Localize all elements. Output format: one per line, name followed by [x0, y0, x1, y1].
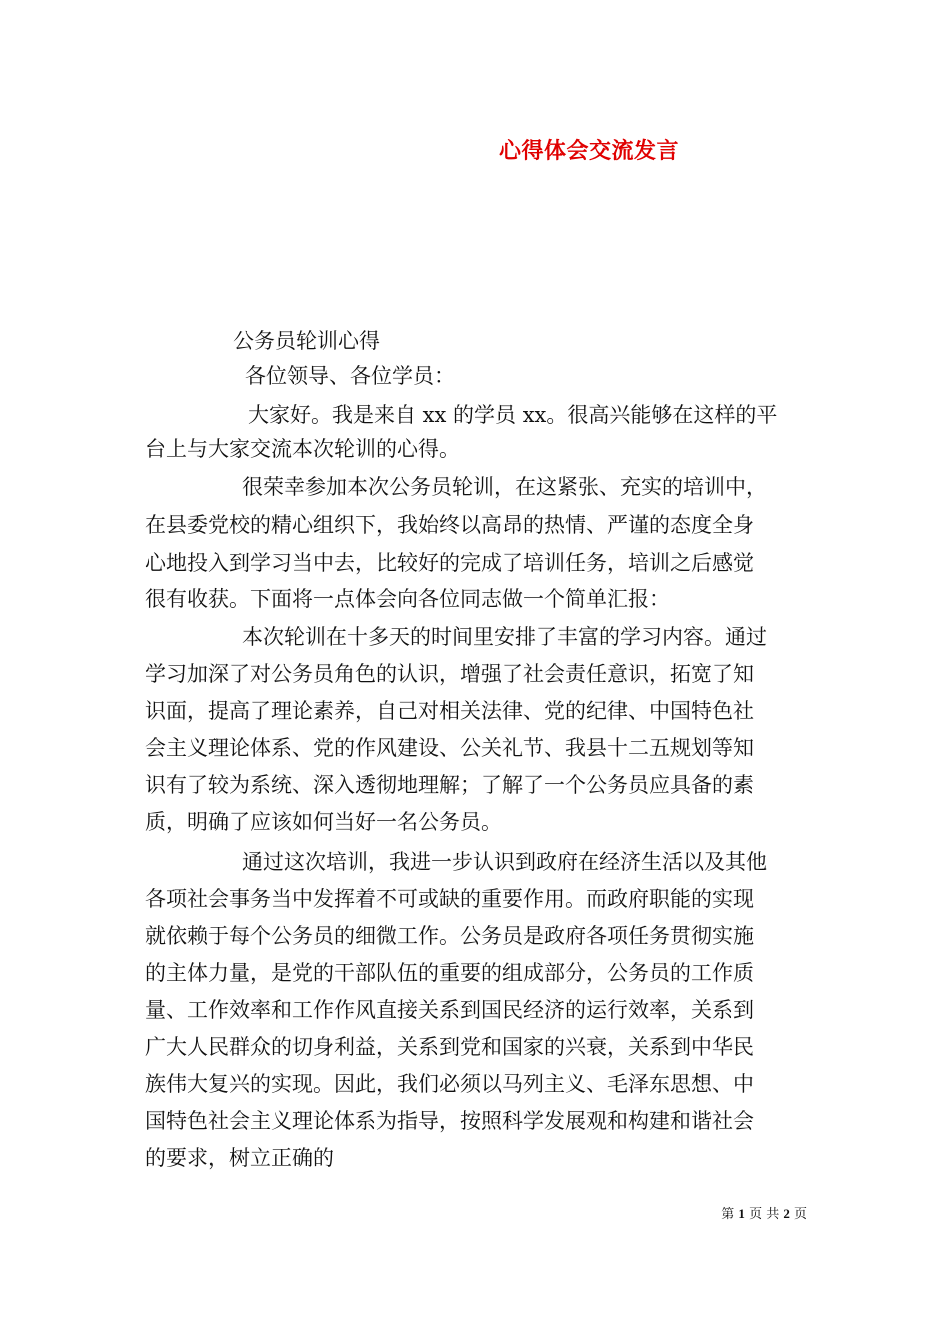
paragraph-line: 识面，提高了理论素养，自己对相关法律、党的纪律、中国特色社	[145, 699, 754, 723]
paragraph-line: 很有收获。下面将一点体会向各位同志做一个简单汇报：	[145, 587, 670, 611]
paragraph-line: 台上与大家交流本次轮训的心得。	[145, 437, 460, 461]
salutation: 各位领导、各位学员：	[245, 364, 455, 388]
paragraph-line: 本次轮训在十多天的时间里安排了丰富的学习内容。通过	[242, 625, 767, 649]
paragraph-line: 的主体力量，是党的干部队伍的重要的组成部分，公务员的工作质	[145, 961, 754, 985]
footer-total-pages: 2	[783, 1206, 790, 1221]
paragraph-line: 学习加深了对公务员角色的认识，增强了社会责任意识，拓宽了知	[145, 662, 754, 686]
paragraph-line: 大家好。我是来自 xx 的学员 xx。很高兴能够在这样的平	[248, 403, 778, 427]
paragraph-line: 国特色社会主义理论体系为指导，按照科学发展观和构建和谐社会	[145, 1109, 754, 1133]
paragraph-line: 心地投入到学习当中去，比较好的完成了培训任务，培训之后感觉	[145, 551, 754, 575]
paragraph-line: 质，明确了应该如何当好一名公务员。	[145, 810, 502, 834]
paragraph-line: 的要求，树立正确的	[145, 1146, 334, 1170]
footer-suffix: 页	[793, 1207, 807, 1222]
paragraph-line: 识有了较为系统、深入透彻地理解；了解了一个公务员应具备的素	[145, 773, 754, 797]
footer-middle: 页 共	[749, 1207, 780, 1222]
paragraph-line: 量、工作效率和工作作风直接关系到国民经济的运行效率，关系到	[145, 998, 754, 1022]
paragraph-line: 会主义理论体系、党的作风建设、公关礼节、我县十二五规划等知	[145, 736, 754, 760]
paragraph-line: 很荣幸参加本次公务员轮训，在这紧张、充实的培训中，	[242, 475, 767, 499]
article-heading: 公务员轮训心得	[233, 329, 380, 353]
paragraph-line: 广大人民群众的切身利益，关系到党和国家的兴衰，关系到中华民	[145, 1035, 754, 1059]
page-footer	[721, 1203, 807, 1222]
paragraph-line: 在县委党校的精心组织下，我始终以高昂的热情、严谨的态度全身	[145, 513, 754, 537]
paragraph-line: 通过这次培训，我进一步认识到政府在经济生活以及其他	[242, 850, 767, 874]
document-title: 心得体会交流发言	[498, 138, 679, 164]
footer-prefix: 第	[721, 1207, 735, 1222]
paragraph-line: 各项社会事务当中发挥着不可或缺的重要作用。而政府职能的实现	[145, 887, 754, 911]
footer-current-page: 1	[738, 1206, 745, 1221]
paragraph-line: 就依赖于每个公务员的细微工作。公务员是政府各项任务贯彻实施	[145, 924, 754, 948]
paragraph-line: 族伟大复兴的实现。因此，我们必须以马列主义、毛泽东思想、中	[145, 1072, 754, 1096]
